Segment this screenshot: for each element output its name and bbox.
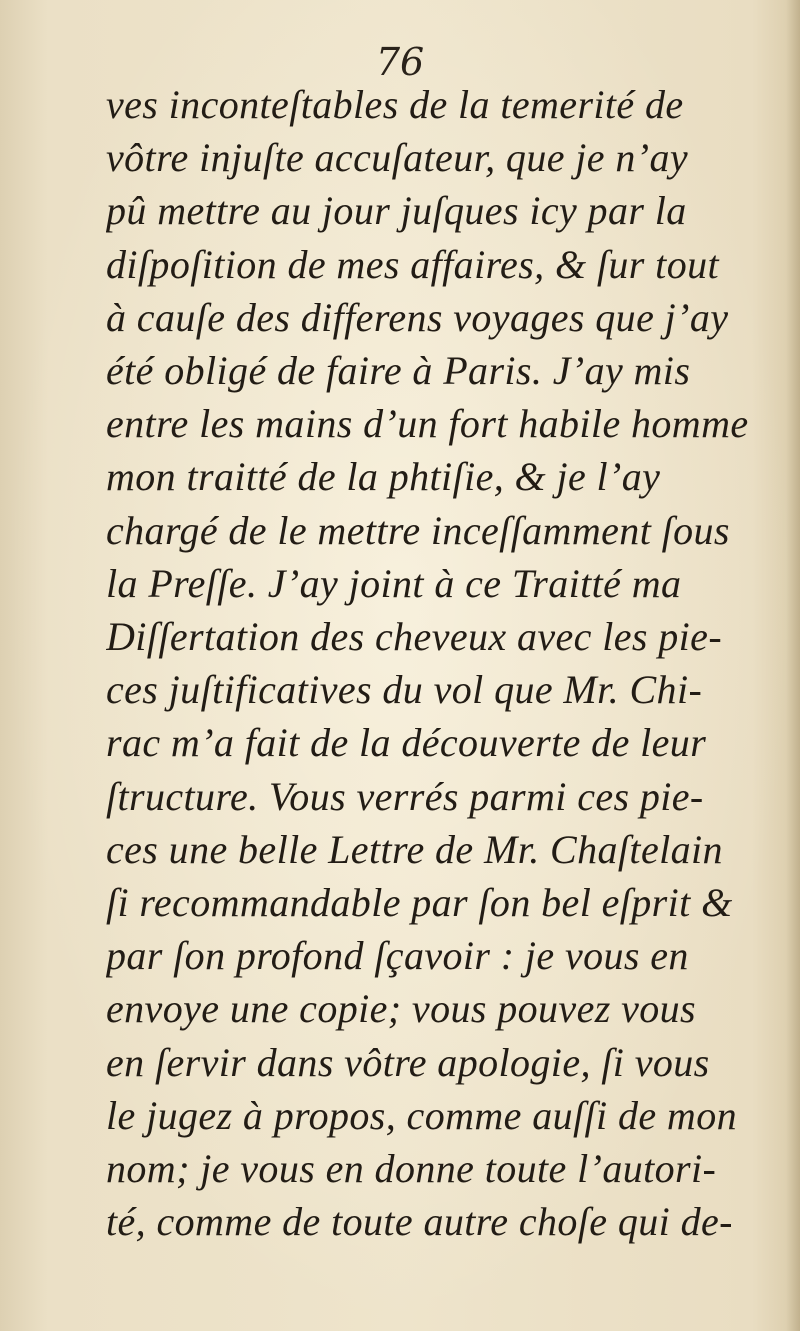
text-line: en ſervir dans vôtre apologie, ſi vous [106, 1039, 710, 1085]
text-line: té, comme de toute autre choſe qui de- [106, 1199, 733, 1245]
text-line: pû mettre au jour juſques icy par la [106, 188, 687, 234]
text-line: envoye une copie; vous pouvez vous [106, 986, 697, 1032]
text-line: été obligé de faire à Paris. J’ay mis [106, 348, 691, 394]
body-text [106, 78, 796, 1248]
text-line: la Preſſe. J’ay joint à ce Traitté ma [106, 560, 682, 606]
text-line: vôtre injuſte accuſateur, que je n’ay [106, 135, 689, 181]
text-line: diſpoſition de mes affaires, & ſur tout [106, 241, 720, 287]
text-line: rac m’a fait de la découverte de leur [106, 720, 707, 766]
text-line: Diſſertation des cheveux avec les pie- [106, 614, 723, 660]
text-line: ces une belle Lettre de Mr. Chaſtelain [106, 826, 723, 872]
text-line: entre les mains d’un fort habile homme [106, 401, 749, 447]
text-line: à cauſe des differens voyages que j’ay [106, 294, 729, 340]
text-line: ves inconteſtables de la temerité de [106, 82, 684, 127]
text-line: par ſon profond ſçavoir : je vous en [106, 933, 689, 979]
text-line: ſtructure. Vous verrés parmi ces pie- [106, 773, 704, 819]
text-line: chargé de le mettre inceſſamment ſous [106, 507, 730, 553]
text-line: le jugez à propos, comme auſſi de mon [106, 1092, 738, 1138]
page-number: 76 [375, 40, 425, 84]
text-line: nom; je vous en donne toute l’autori- [106, 1146, 717, 1192]
text-line: mon traitté de la phtiſie, & je l’ay [106, 454, 661, 500]
text-line: ſi recommandable par ſon bel eſprit & [106, 880, 733, 926]
text-line: ces juſtificatives du vol que Mr. Chi- [106, 667, 703, 713]
